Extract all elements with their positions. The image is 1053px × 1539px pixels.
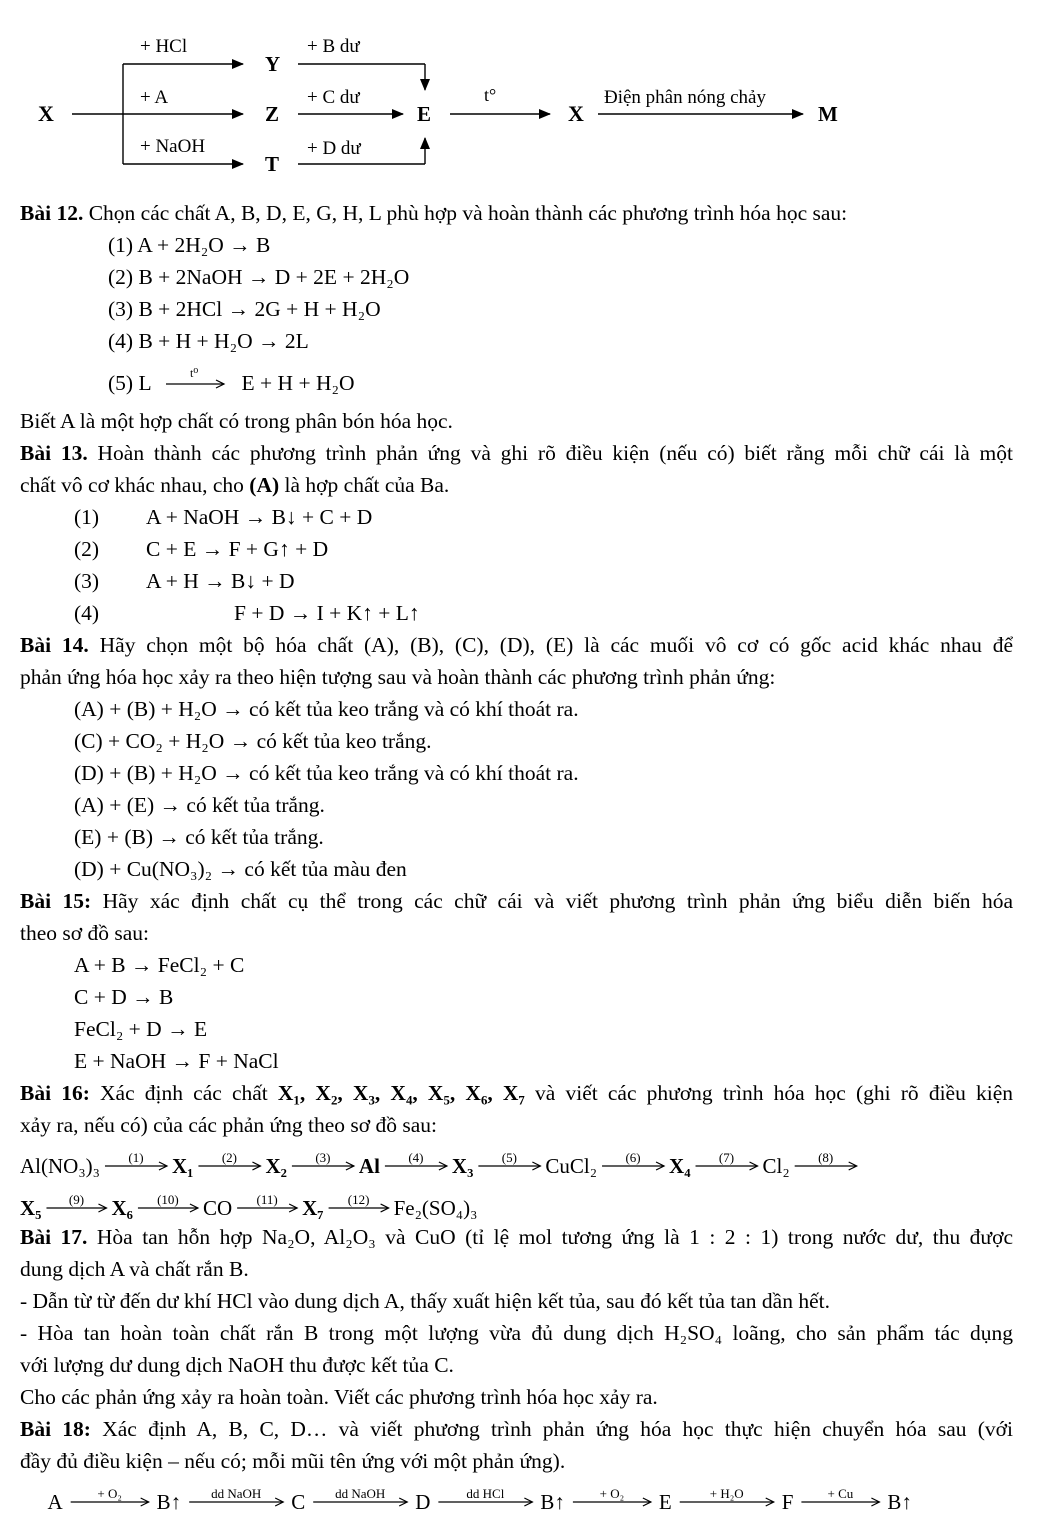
electrolysis-label: Điện phân nóng chảy <box>604 87 766 108</box>
bai15-eq4: E + NaOH → F + NaCl <box>74 1049 279 1073</box>
chain-arrow-label: (6) <box>625 1150 641 1165</box>
bai15-line2: theo sơ đồ sau: <box>20 921 150 945</box>
chain-arrow-label: (12) <box>347 1192 370 1207</box>
chain-species: Fe₂(SO₄)₃ <box>393 1196 478 1220</box>
chain-species: X₂ <box>265 1154 287 1178</box>
reagent-d-excess: + D dư <box>307 138 361 159</box>
bai13-eq1: A + NaOH → B↓ + C + D <box>146 505 373 529</box>
branch-reagent-a: + A <box>140 87 169 108</box>
bai16-chain-1 <box>20 1144 1035 1184</box>
chain-species: X₆ <box>111 1196 133 1220</box>
chain-arrow <box>680 1486 774 1506</box>
chain-arrow-label: dd NaOH <box>211 1486 262 1501</box>
bai16-line1c: và viết các phương trình hóa học (ghi rõ điều kiện <box>535 1081 1014 1105</box>
chain-arrow-label: (2) <box>221 1150 238 1165</box>
bai13-line2c: là hợp chất của Ba. <box>284 473 450 497</box>
chain-arrow-label: + O₂ <box>599 1486 625 1501</box>
chain-species: X₄ <box>669 1154 691 1178</box>
bai14-item4: (A) + (E) → có kết tủa trắng. <box>74 793 325 817</box>
bai16-line1 <box>20 1080 1013 1106</box>
bai15-line1-text: Hãy xác định chất cụ thể trong các chữ cái và viết phương trình phản ứng biểu diễn biến hóa <box>102 889 1013 913</box>
chain-species: X₇ <box>302 1196 324 1220</box>
bai17-line5: với lượng dư dung dịch NaOH thu được kết tủa C. <box>20 1353 454 1377</box>
bai14-line1-text: Hãy chọn một bộ hóa chất (A), (B), (C), (D), (E) là các muối vô cơ có gốc acid khác nhau để <box>99 633 1014 657</box>
bai16-line1a: Xác định các chất <box>100 1081 268 1105</box>
chain-arrow-label: (8) <box>818 1150 834 1165</box>
bai16-line1b: X₁, X₂, X₃, X₄, X₅, X₆, X₇ <box>277 1081 525 1105</box>
diagram-x-start: X <box>38 101 54 126</box>
bai13-heading: Bài 13. <box>20 441 88 465</box>
bai13-eq2: C + E → F + G↑ + D <box>146 537 329 561</box>
bai13-line2 <box>20 472 449 498</box>
bai18-line2: đầy đủ điều kiện – nếu có; mỗi mũi tên ứng với một phản ứng). <box>20 1449 566 1473</box>
bai15-eq1: A + B → FeCl₂ + C <box>74 953 245 977</box>
chain-arrow-label: dd NaOH <box>335 1486 386 1501</box>
bai13-eq3: A + H → B↓ + D <box>146 569 295 593</box>
bai13-eq1-num: (1) <box>74 505 100 529</box>
bai12-eq5-arrow-label: t⁰ <box>190 368 199 380</box>
chain-species: Al <box>358 1154 380 1178</box>
chain-species: X₅ <box>20 1196 42 1220</box>
bai13-eq4-num: (4) <box>74 601 100 625</box>
bai15-eq2: C + D → B <box>74 985 174 1009</box>
reaction-scheme-diagram <box>0 0 1053 190</box>
chain-species: CuCl₂ <box>545 1154 598 1178</box>
bai12-eq5-lhs: (5) L <box>108 371 151 395</box>
chain-species: B↑ <box>156 1490 182 1514</box>
branch-reagent-hcl: + HCl <box>140 36 188 57</box>
chain-arrow <box>329 1192 389 1212</box>
chain-arrow-label: (5) <box>501 1150 517 1165</box>
bai17-line6: Cho các phản ứng xảy ra hoàn toàn. Viết các phương trình hóa học xảy ra. <box>20 1385 658 1409</box>
chain-arrow <box>385 1150 447 1170</box>
chain-arrow <box>696 1150 758 1170</box>
chain-arrow <box>438 1486 532 1506</box>
bai13-line2b: (A) <box>249 473 280 497</box>
bai13-line1 <box>20 440 1013 466</box>
chain-arrow-label: (7) <box>718 1150 735 1165</box>
bai16-line2: xảy ra, nếu có) của các phản ứng theo sơ đồ sau: <box>20 1113 438 1137</box>
chain-arrow <box>71 1486 149 1506</box>
bai17-line1-text: Hòa tan hỗn hợp Na₂O, Al₂O₃ và CuO (tỉ lệ mol tương ứng là 1 : 2 : 1) trong nước dư, thu được <box>96 1225 1013 1249</box>
bai12-note: Biết A là một hợp chất có trong phân bón hóa học. <box>20 409 453 433</box>
chain-arrow <box>292 1150 354 1170</box>
bai12-intro <box>20 200 847 226</box>
bai18-line1-text: Xác định A, B, C, D… và viết phương trình phản ứng hóa học thực hiện chuyển hóa sau (với <box>102 1417 1013 1441</box>
chain-arrow <box>198 1150 260 1170</box>
chain-arrow-label: (11) <box>256 1192 278 1207</box>
branch-reagent-naoh: + NaOH <box>140 136 206 157</box>
chain-arrow <box>478 1150 540 1170</box>
chain-arrow <box>237 1192 297 1212</box>
diagram-z: Z <box>265 102 280 126</box>
bai12-eq3: (3) B + 2HCl → 2G + H + H₂O <box>108 297 381 321</box>
chain-arrow-label: (4) <box>408 1150 424 1165</box>
chain-species: Cl₂ <box>762 1154 790 1178</box>
bai14-item1: (A) + (B) + H₂O → có kết tủa keo trắng và có khí thoát ra. <box>74 697 579 721</box>
bai14-item3: (D) + (B) + H₂O → có kết tủa keo trắng và có khí thoát ra. <box>74 761 579 785</box>
bai17-line4: - Hòa tan hoàn toàn chất rắn B trong một lượng vừa đủ dung dịch H₂SO₄ loãng, cho sản phẩm tác dụng <box>20 1321 1013 1345</box>
chain-arrow <box>189 1486 283 1506</box>
diagram-t: T <box>265 152 280 176</box>
bai12-heading: Bài 12. <box>20 201 84 225</box>
reagent-c-excess: + C dư <box>307 87 360 108</box>
chain-species: B↑ <box>540 1490 565 1514</box>
bai18-heading: Bài 18: <box>20 1417 91 1441</box>
bai17-heading: Bài 17. <box>20 1225 88 1249</box>
bai14-heading: Bài 14. <box>20 633 89 657</box>
bai17-line2: dung dịch A và chất rắn B. <box>20 1257 249 1281</box>
heat-label: t° <box>484 85 497 105</box>
reagent-b-excess: + B dư <box>307 36 360 57</box>
chain-species: F <box>781 1490 794 1514</box>
chain-species: Al(NO₃)₃ <box>20 1154 100 1178</box>
chain-arrow-label: (1) <box>128 1150 144 1165</box>
bai13-eq2-num: (2) <box>74 537 100 561</box>
bai14-line1 <box>20 632 1013 658</box>
bai18-line1 <box>20 1416 1013 1442</box>
chain-arrow <box>138 1192 198 1212</box>
bai12-eq5-arrow <box>162 368 230 394</box>
bai18-chain <box>40 1480 1053 1520</box>
chain-arrow <box>46 1192 106 1212</box>
bai15-eq3: FeCl₂ + D → E <box>74 1017 208 1041</box>
chain-arrow-label: + O₂ <box>97 1486 122 1501</box>
bai14-item2: (C) + CO₂ + H₂O → có kết tủa keo trắng. <box>74 729 432 753</box>
diagram-y: Y <box>265 52 281 76</box>
chain-arrow-label: + Cu <box>827 1486 854 1501</box>
chain-species: C <box>291 1490 306 1514</box>
chain-species: E <box>658 1490 672 1514</box>
diagram-x-end: X <box>568 101 584 126</box>
bai12-eq4: (4) B + H + H₂O → 2L <box>108 329 309 353</box>
chain-arrow <box>573 1486 651 1506</box>
bai15-heading: Bài 15: <box>20 889 92 913</box>
bai12-intro-text: Chọn các chất A, B, D, E, G, H, L phù hợp và hoàn thành các phương trình hóa học sau: <box>88 201 848 225</box>
chain-arrow <box>313 1486 407 1506</box>
chain-arrow-label: dd HCl <box>466 1486 505 1501</box>
bai13-line1-text: Hoàn thành các phương trình phản ứng và ghi rõ điều kiện (nếu có) biết rằng mỗi chữ cái là một <box>97 441 1013 465</box>
bai17-line1 <box>20 1224 1013 1250</box>
chain-arrow <box>801 1486 879 1506</box>
chain-species: B↑ <box>887 1490 912 1514</box>
chain-species: A <box>47 1490 63 1514</box>
diagram-e: E <box>417 102 432 126</box>
bai13-line2a: chất vô cơ khác nhau, cho <box>20 473 244 497</box>
bai16-heading: Bài 16: <box>20 1081 90 1105</box>
chain-arrow-label: (10) <box>157 1192 179 1207</box>
diagram-m: M <box>818 102 838 126</box>
chain-arrow-label: (9) <box>68 1192 85 1207</box>
bai12-eq5 <box>108 368 355 396</box>
bai16-chain-2 <box>20 1186 1035 1226</box>
bai14-line2: phản ứng hóa học xảy ra theo hiện tượng sau và hoàn thành các phương trình phản ứng: <box>20 665 776 689</box>
bai14-item6: (D) + Cu(NO₃)₂ → có kết tủa màu đen <box>74 857 407 881</box>
bai17-line3: - Dẫn từ từ đến dư khí HCl vào dung dịch A, thấy xuất hiện kết tủa, sau đó kết tủa tan dần hết. <box>20 1289 830 1313</box>
chain-arrow <box>795 1150 857 1170</box>
chain-species: CO <box>202 1196 233 1220</box>
chain-arrow <box>602 1150 664 1170</box>
chain-arrow <box>105 1150 167 1170</box>
chain-arrow-label: (3) <box>315 1150 331 1165</box>
bai13-eq3-num: (3) <box>74 569 100 593</box>
bai15-line1 <box>20 888 1013 914</box>
chain-species: X₁ <box>171 1154 194 1178</box>
chain-species: D <box>415 1490 431 1514</box>
bai12-eq1: (1) A + 2H₂O → B <box>108 233 271 257</box>
bai14-item5: (E) + (B) → có kết tủa trắng. <box>74 825 324 849</box>
chain-species: X₃ <box>451 1154 474 1178</box>
bai12-eq5-rhs: E + H + H₂O <box>241 371 355 395</box>
bai13-eq4: F + D → I + K↑ + L↑ <box>234 601 420 625</box>
bai12-eq2: (2) B + 2NaOH → D + 2E + 2H₂O <box>108 265 410 289</box>
chain-arrow-label: + H₂O <box>709 1486 744 1501</box>
